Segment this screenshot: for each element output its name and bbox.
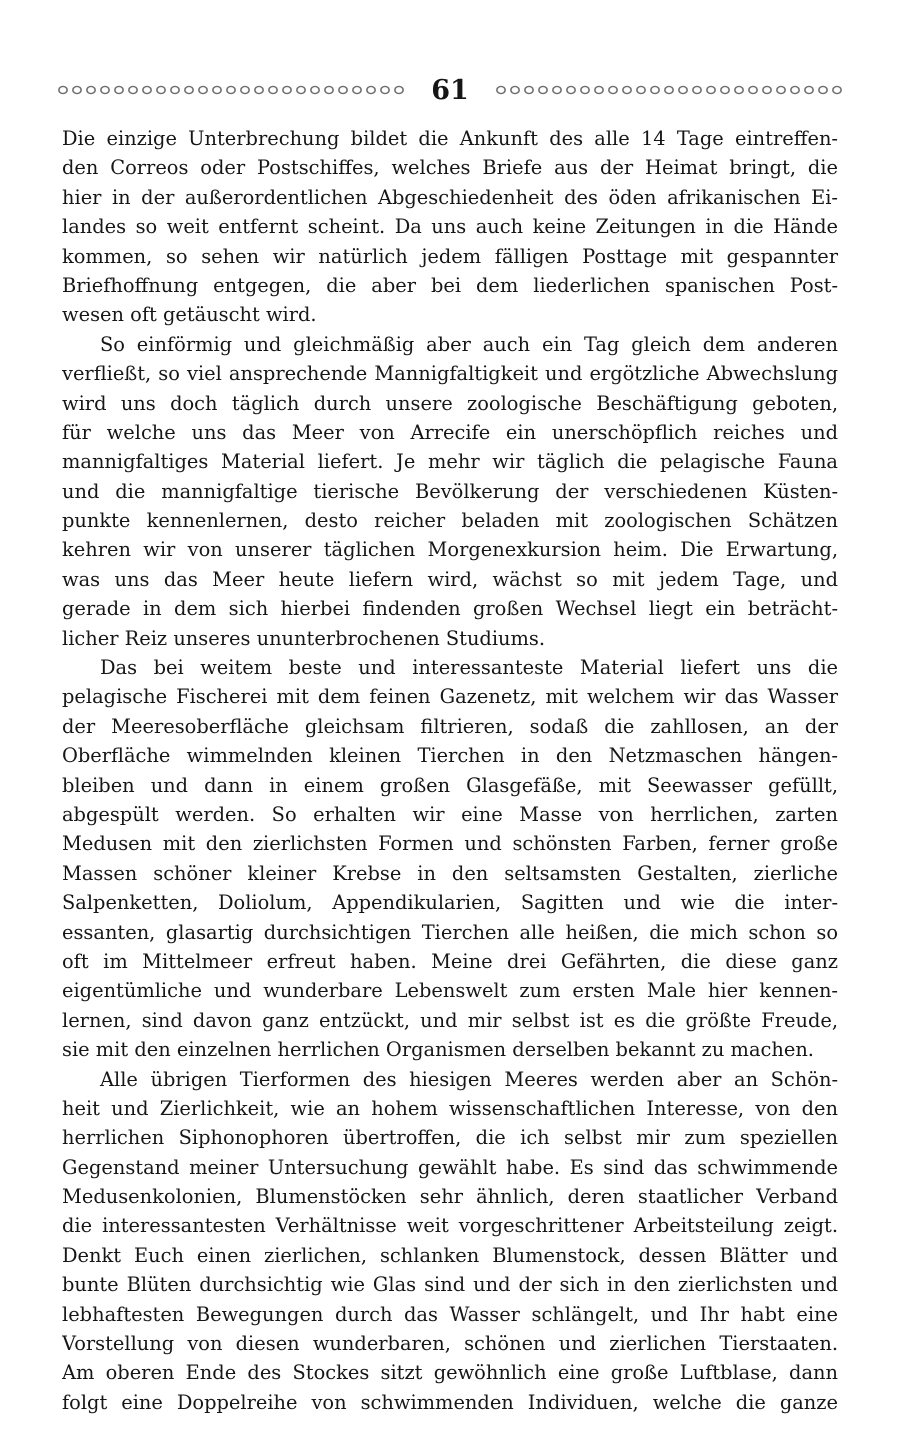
text-line: landes so weit entfernt scheint. Da uns auch keine Zeitungen in die Hände [62, 215, 838, 239]
text-line: verfließt, so viel ansprechende Mannigfaltigkeit und ergötzliche Abwechslung [62, 362, 838, 386]
text-line: Alle übrigen Tierformen des hiesigen Meeres werden aber an Schön- [100, 1067, 838, 1091]
text-line: gerade in dem sich hierbei findenden großen Wechsel liegt ein beträcht- [62, 597, 838, 621]
text-line: den Correos oder Postschiffes, welches Briefe aus der Heimat bringt, die [62, 156, 838, 180]
text-line: mannigfaltiges Material liefert. Je mehr wir täglich die pelagische Fauna [62, 450, 838, 474]
text-line: Vorstellung von diesen wunderbaren, schönen und zierlichen Tierstaaten. [62, 1332, 838, 1356]
text-line: Das bei weitem beste und interessanteste Material liefert uns die [100, 656, 838, 680]
text-line: bleiben und dann in einem großen Glasgefäße, mit Seewasser gefüllt, [62, 773, 838, 797]
text-line: kommen, so sehen wir natürlich jedem fälligen Posttage mit gespannter [62, 244, 838, 268]
text-line: Die einzige Unterbrechung bildet die Ankunft des alle 14 Tage eintreffen- [62, 127, 838, 150]
text-line: folgt eine Doppelreihe von schwimmenden Individuen, welche die ganze [62, 1390, 838, 1414]
text-line: und die mannigfaltige tierische Bevölkerung der verschiedenen Küsten- [62, 479, 838, 503]
text-line: sie mit den einzelnen herrlichen Organismen derselben bekannt zu machen. [62, 1038, 814, 1062]
text-line: So einförmig und gleichmäßig aber auch ein Tag gleich dem anderen [100, 332, 838, 356]
text-line: für welche uns das Meer von Arrecife ein unerschöpflich reiches und [62, 420, 838, 444]
text-line: Denkt Euch einen zierlichen, schlanken Blumenstock, dessen Blätter und [62, 1243, 838, 1267]
page-number: 61 [431, 74, 469, 106]
page-header [56, 74, 844, 106]
text-line: was uns das Meer heute liefern wird, wächst so mit jedem Tage, und [62, 567, 838, 591]
text-line: bunte Blüten durchsichtig wie Glas sind und der sich in den zierlichsten und [62, 1273, 838, 1297]
text-line: essanten, glasartig durchsichtigen Tierchen alle heißen, die mich schon so [62, 920, 838, 944]
text-line: die interessantesten Verhältnisse weit vorgeschrittener Arbeitsteilung zeigt. [62, 1214, 838, 1238]
text-line: der Meeresoberfläche gleichsam filtrieren, sodaß die zahllosen, an der [62, 714, 838, 738]
text-line: Gegenstand meiner Untersuchung gewählt habe. Es sind das schwimmende [62, 1155, 838, 1179]
text-line: Briefhoffnung entgegen, die aber bei dem liederlichen spanischen Post- [62, 273, 838, 297]
body-text [62, 124, 838, 1417]
text-line: Medusenkolonien, Blumenstöcken sehr ähnlich, deren staatlicher Verband [62, 1185, 838, 1209]
text-line: Salpenketten, Doliolum, Appendikularien, Sagitten und wie die inter- [62, 891, 838, 915]
header-ornament-left [56, 83, 406, 97]
text-line: wesen oft getäuscht wird. [62, 303, 317, 327]
text-line: Medusen mit den zierlichsten Formen und schönsten Farben, ferner große [62, 832, 838, 856]
text-line: pelagische Fischerei mit dem feinen Gazenetz, mit welchem wir das Wasser [62, 685, 838, 709]
text-line: heit und Zierlichkeit, wie an hohem wissenschaftlichen Interesse, von den [62, 1096, 838, 1120]
text-line: Massen schöner kleiner Krebse in den seltsamsten Gestalten, zierliche [62, 861, 838, 885]
text-line: Am oberen Ende des Stockes sitzt gewöhnlich eine große Luftblase, dann [62, 1361, 838, 1385]
text-line: kehren wir von unserer täglichen Morgenexkursion heim. Die Erwartung, [62, 538, 838, 562]
text-line: lebhaftesten Bewegungen durch das Wasser schlängelt, und Ihr habt eine [62, 1302, 838, 1326]
text-line: lernen, sind davon ganz entzückt, und mir selbst ist es die größte Freude, [62, 1008, 838, 1032]
header-ornament-right [494, 83, 844, 97]
text-line: wird uns doch täglich durch unsere zoologische Beschäftigung geboten, [62, 391, 838, 415]
text-line: punkte kennenlernen, desto reicher beladen mit zoologischen Schätzen [62, 509, 838, 533]
text-line: abgespült werden. So erhalten wir eine Masse von herrlichen, zarten [62, 802, 838, 826]
text-line: herrlichen Siphonophoren übertroffen, die ich selbst mir zum speziellen [62, 1126, 838, 1150]
text-line: hier in der außerordentlichen Abgeschiedenheit des öden afrikanischen Ei- [62, 185, 838, 209]
text-line: licher Reiz unseres ununterbrochenen Studiums. [62, 626, 546, 650]
text-line: Oberfläche wimmelnden kleinen Tierchen in den Netzmaschen hängen- [62, 744, 838, 768]
text-line: oft im Mittelmeer erfreut haben. Meine drei Gefährten, die diese ganz [62, 949, 838, 973]
text-line: eigentümliche und wunderbare Lebenswelt zum ersten Male hier kennen- [62, 979, 838, 1003]
